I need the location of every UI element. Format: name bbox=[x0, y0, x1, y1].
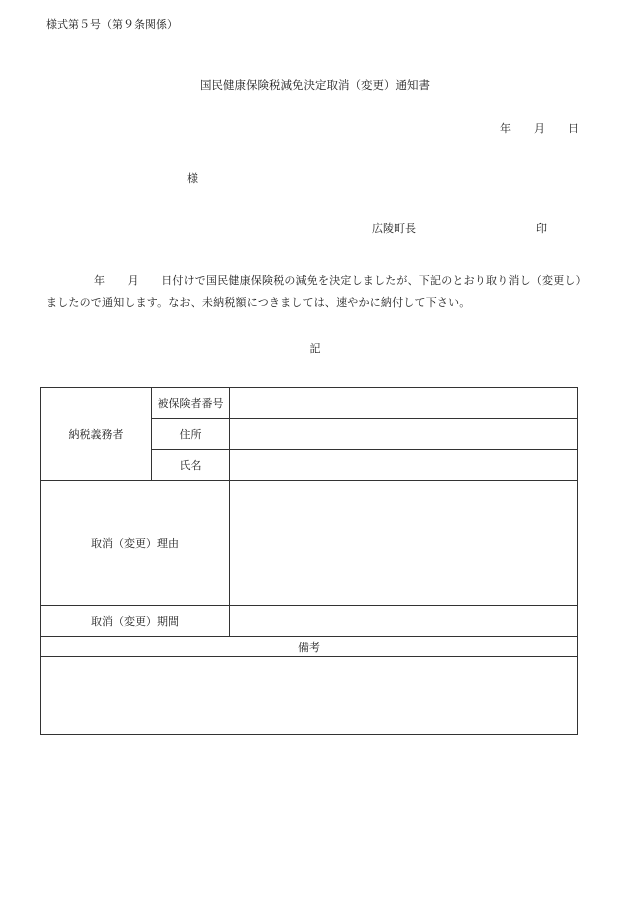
period-field[interactable] bbox=[230, 606, 578, 637]
address-field[interactable] bbox=[230, 419, 578, 450]
document-title: 国民健康保険税減免決定取消（変更）通知書 bbox=[200, 78, 430, 92]
date-month: 月 bbox=[534, 122, 545, 135]
name-field[interactable] bbox=[230, 450, 578, 481]
issue-date bbox=[500, 123, 579, 134]
seal-mark: 印 bbox=[536, 222, 547, 235]
form-number: 様式第５号（第９条関係） bbox=[46, 18, 178, 31]
reason-label: 取消（変更）理由 bbox=[41, 481, 230, 606]
notice-table bbox=[40, 387, 578, 735]
remarks-label: 備考 bbox=[41, 637, 578, 657]
address-label: 住所 bbox=[152, 419, 230, 450]
name-label: 氏名 bbox=[152, 450, 230, 481]
period-label: 取消（変更）期間 bbox=[41, 606, 230, 637]
remarks-field[interactable] bbox=[41, 657, 578, 735]
date-year: 年 bbox=[500, 122, 511, 135]
insured-number-field[interactable] bbox=[230, 388, 578, 419]
ki-heading: 記 bbox=[309, 342, 321, 355]
reason-field[interactable] bbox=[230, 481, 578, 606]
notice-body: 年 月 日付けで国民健康保険税の減免を決定しましたが、下記のとおり取り消し（変更し）ましたので通知します。なお、未納税額につきましては、速やかに納付して下さい。 bbox=[46, 274, 582, 309]
issuer-name: 広陵町長 bbox=[372, 222, 416, 235]
addressee-suffix: 様 bbox=[187, 172, 198, 185]
date-day: 日 bbox=[568, 122, 579, 135]
insured-number-label: 被保険者番号 bbox=[152, 388, 230, 419]
taxpayer-label: 納税義務者 bbox=[41, 388, 152, 481]
